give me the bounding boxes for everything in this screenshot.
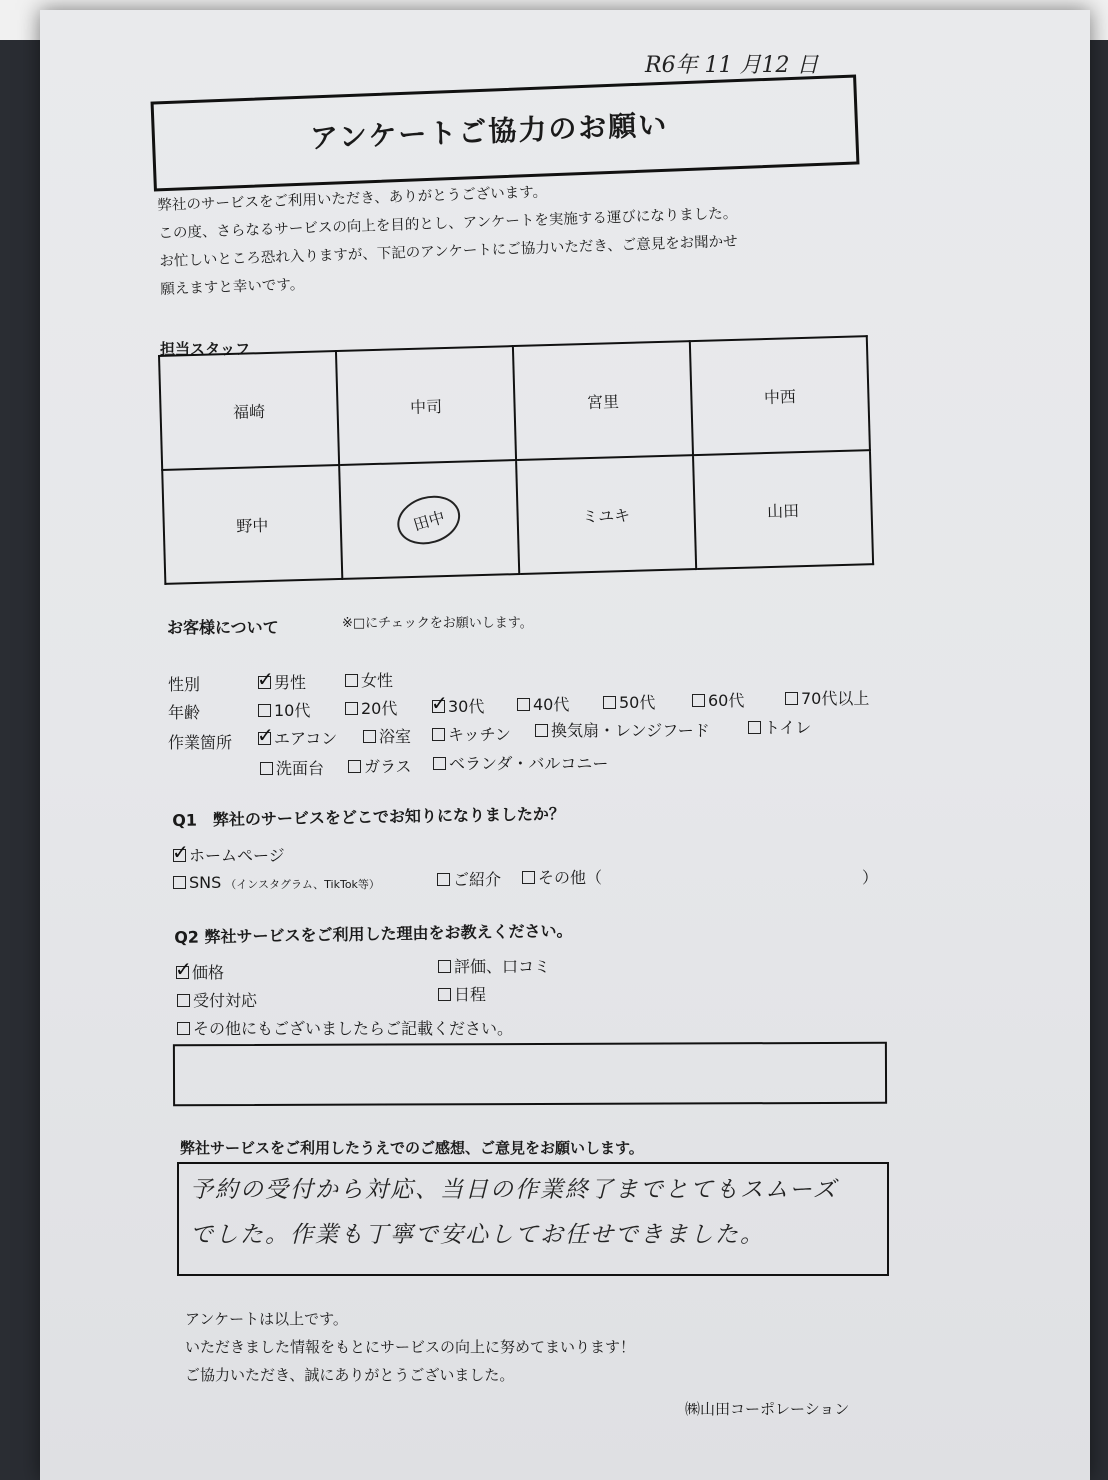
checkbox[interactable] [692, 694, 705, 707]
page-title: アンケートご協力のお願い [309, 108, 669, 155]
comments-handwriting [190, 1168, 838, 1258]
closing-line: ご協力いただき、誠にありがとうございました。 [185, 1366, 515, 1384]
closing-line: いただきました情報をもとにサービスの向上に努めてまいります！ [185, 1338, 636, 1356]
area-option-checked[interactable]: ✓ エアコン [258, 726, 337, 749]
staff-cell[interactable] [159, 351, 339, 470]
q1-option-sns[interactable]: SNS （インスタグラム、TikTok等） [173, 873, 380, 892]
area-option[interactable]: ガラス [348, 754, 412, 777]
q2-option-other[interactable]: その他にもございましたらご記載ください。 [177, 1016, 513, 1039]
checkbox[interactable] [363, 730, 376, 743]
comment-line: でした。作業も丁寧で安心してお任せできました。 [190, 1222, 765, 1248]
staff-cell[interactable] [513, 341, 693, 460]
age-option[interactable]: 40代 [517, 692, 569, 715]
q1-option-checked[interactable]: ✓ホームページ [173, 843, 285, 866]
checkbox[interactable] [785, 692, 798, 705]
closing-paragraph [185, 1305, 635, 1389]
gender-label: 性別 [168, 675, 201, 694]
survey-sheet [40, 10, 1090, 1480]
checkbox[interactable] [535, 724, 548, 737]
staff-name: 田中 [411, 506, 448, 535]
checkbox[interactable] [438, 988, 451, 1001]
checkbox[interactable] [173, 876, 186, 889]
checkbox[interactable] [258, 704, 271, 717]
staff-label: 担当スタッフ [160, 340, 251, 358]
intro-line: お忙しいところ恐れ入りますが、下記のアンケートにご協力いただき、ご意見をお聞かせ [159, 233, 738, 270]
checkbox-checked[interactable] [258, 732, 271, 745]
q2-option-checked[interactable]: ✓価格 [176, 960, 224, 983]
checkbox[interactable] [348, 760, 361, 773]
q1-option-other[interactable]: その他（ [522, 865, 602, 888]
staff-cell[interactable] [162, 465, 342, 584]
comments-title: 弊社サービスをご利用したうえでのご感想、ご意見をお願いします。 [180, 1139, 644, 1157]
q2-option[interactable]: 受付対応 [177, 988, 257, 1011]
checkbox-checked[interactable] [173, 849, 186, 862]
q1-title: Q1 弊社のサービスをどこでお知りになりましたか？ [172, 804, 566, 830]
age-option[interactable]: 10代 [258, 698, 310, 721]
checkbox[interactable] [177, 1022, 190, 1035]
age-label: 年齢 [168, 703, 201, 722]
staff-name: 福崎 [232, 401, 266, 422]
checkbox[interactable] [345, 702, 358, 715]
other-reason-box[interactable] [173, 1042, 887, 1106]
checkbox[interactable] [522, 871, 535, 884]
q2-title: Q2 弊社サービスをご利用した理由をお教えください。 [174, 921, 573, 947]
customer-heading: お客様について [167, 618, 279, 637]
checkbox[interactable] [517, 698, 530, 711]
area-option[interactable]: キッチン [432, 722, 511, 745]
age-option[interactable]: 60代 [692, 688, 744, 711]
comment-line: 予約の受付から対応、当日の作業終了までとてもスムーズ [190, 1177, 838, 1203]
staff-name: 中西 [763, 386, 797, 407]
checkbox-checked[interactable] [258, 676, 271, 689]
checkbox[interactable] [177, 994, 190, 1007]
staff-cell[interactable] [693, 450, 873, 569]
age-option-checked[interactable]: ✓ 30代 [432, 694, 484, 717]
age-option[interactable]: 50代 [603, 690, 655, 713]
intro-paragraph [157, 172, 740, 304]
checkbox[interactable] [433, 757, 446, 770]
age-option[interactable]: 20代 [345, 696, 397, 719]
sns-note: （インスタグラム、TikTok等） [225, 878, 380, 891]
q2-option[interactable]: 評価、口コミ [438, 954, 550, 977]
intro-line: 願えますと幸いです。 [160, 276, 305, 298]
customer-note: ※□にチェックをお願いします。 [342, 616, 533, 631]
checkbox-checked[interactable] [176, 966, 189, 979]
q1-close-paren: ） [862, 868, 879, 887]
checkbox[interactable] [438, 960, 451, 973]
intro-line: 弊社のサービスをご利用いただき、ありがとうございます。 [157, 184, 548, 214]
area-option[interactable]: 浴室 [363, 724, 411, 747]
checkbox-checked[interactable] [432, 700, 445, 713]
gender-option-male[interactable]: ✓ 男性 [258, 670, 306, 693]
area-option[interactable]: トイレ [748, 715, 811, 738]
area-option[interactable]: 洗面台 [260, 756, 324, 779]
staff-cell[interactable] [516, 455, 696, 574]
staff-name: 野中 [236, 515, 269, 536]
area-option[interactable]: ベランダ・バルコニー [433, 751, 608, 774]
staff-name: ミユキ [581, 505, 631, 526]
area-label: 作業箇所 [168, 733, 233, 752]
handwritten-date: R6年 11 月12 日 [645, 53, 819, 78]
checkbox[interactable] [432, 728, 445, 741]
q1-option[interactable]: ご紹介 [437, 867, 501, 890]
age-option[interactable]: 70代以上 [785, 686, 869, 709]
checkbox[interactable] [345, 674, 358, 687]
checkbox[interactable] [437, 873, 450, 886]
area-option[interactable]: 換気扇・レンジフード [535, 718, 710, 741]
staff-name: 中司 [409, 396, 443, 417]
q2-option[interactable]: 日程 [438, 982, 486, 1005]
staff-name: 宮里 [586, 391, 620, 412]
staff-cell-selected[interactable] [339, 460, 519, 579]
checkbox[interactable] [603, 696, 616, 709]
staff-cell[interactable] [336, 346, 516, 465]
checkbox[interactable] [260, 762, 273, 775]
gender-option-female[interactable]: 女性 [345, 668, 393, 691]
company-name: ㈱山田コーポレーション [685, 1400, 850, 1418]
closing-line: アンケートは以上です。 [185, 1310, 348, 1328]
staff-name: 山田 [766, 500, 800, 521]
checkbox[interactable] [748, 721, 761, 734]
intro-line: この度、さらなるサービスの向上を目的とし、アンケートを実施する運びになりました。 [158, 205, 738, 242]
staff-cell[interactable] [690, 336, 870, 455]
selected-staff-circle [392, 488, 467, 551]
staff-table [158, 335, 874, 585]
